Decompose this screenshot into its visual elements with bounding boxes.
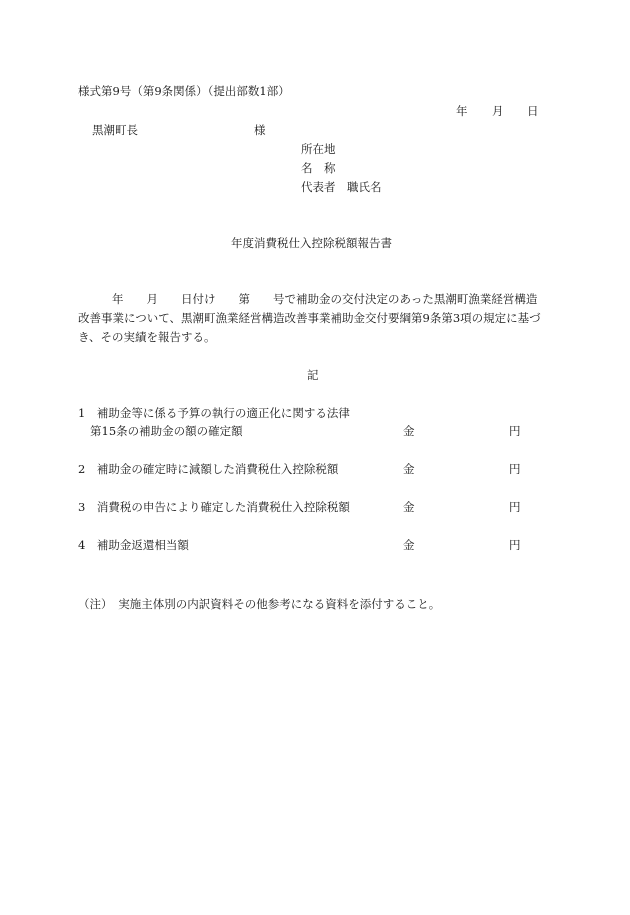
item-1-yen: 円 bbox=[509, 424, 521, 438]
body-line-2: 改善事業について、黒潮町漁業経営構造改善事業補助金交付要綱第9条第3項の規定に基づ bbox=[78, 311, 541, 325]
name-label: 名 称 bbox=[301, 161, 336, 175]
item-4-label: 4 補助金返還相当額 bbox=[78, 538, 189, 552]
item-4-yen: 円 bbox=[509, 538, 521, 552]
item-3-kin: 金 bbox=[403, 500, 415, 514]
date-year-label: 年 bbox=[456, 104, 468, 118]
address-label: 所在地 bbox=[301, 142, 336, 156]
document-title: 年度消費税仕入控除税額報告書 bbox=[231, 236, 392, 250]
item-1-label-cont: 第15条の補助金の額の確定額 bbox=[90, 424, 243, 438]
note: （注） 実施主体別の内訳資料その他参考になる資料を添付すること。 bbox=[78, 597, 441, 611]
item-3-yen: 円 bbox=[509, 500, 521, 514]
item-1-kin: 金 bbox=[403, 424, 415, 438]
item-3-label: 3 消費税の申告により確定した消費税仕入控除税額 bbox=[78, 500, 350, 514]
date-month-label: 月 bbox=[492, 104, 504, 118]
addressee-honorific: 様 bbox=[254, 123, 266, 137]
item-4-kin: 金 bbox=[403, 538, 415, 552]
body-line-1: 年 月 日付け 第 号で補助金の交付決定のあった黒潮町漁業経営構造 bbox=[112, 292, 538, 306]
item-2-kin: 金 bbox=[403, 462, 415, 476]
item-1-label: 1 補助金等に係る予算の執行の適正化に関する法律 bbox=[78, 406, 350, 420]
date-day-label: 日 bbox=[527, 104, 539, 118]
representative-label: 代表者 職氏名 bbox=[301, 180, 382, 194]
item-2-yen: 円 bbox=[509, 462, 521, 476]
item-2-label: 2 補助金の確定時に減額した消費税仕入控除税額 bbox=[78, 462, 339, 476]
ki-heading: 記 bbox=[307, 368, 319, 382]
body-line-3: き、その実績を報告する。 bbox=[78, 330, 216, 344]
addressee-name: 黒潮町長 bbox=[92, 123, 138, 137]
form-number: 様式第9号（第9条関係）（提出部数1部） bbox=[78, 84, 290, 98]
